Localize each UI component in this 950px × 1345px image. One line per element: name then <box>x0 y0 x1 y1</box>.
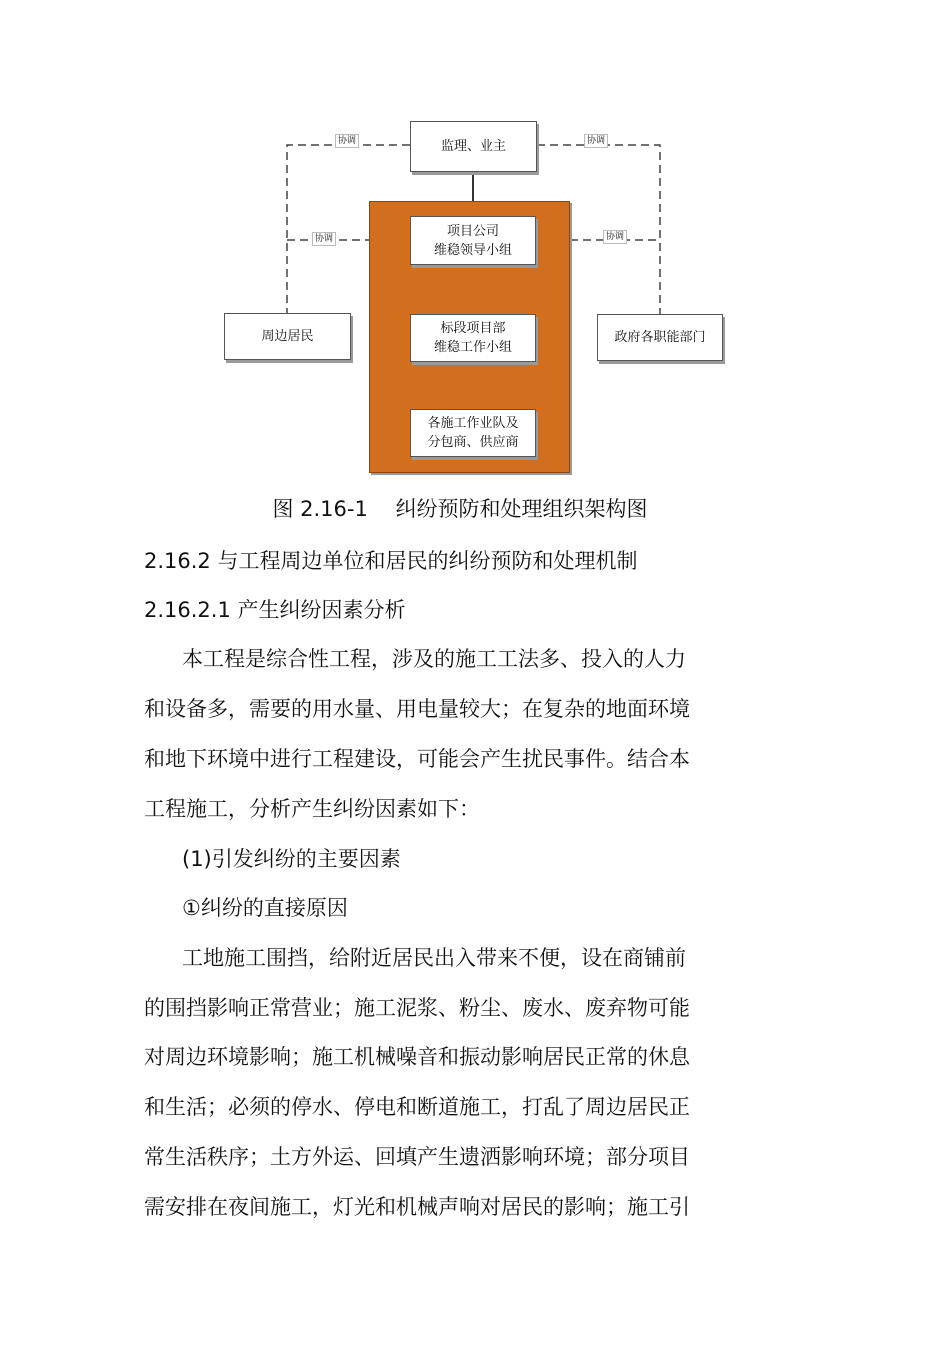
government-departments-box <box>597 314 723 361</box>
coord-tag-top-right: 协调 <box>584 134 608 148</box>
project-company-label: 项目公司 <box>446 223 499 239</box>
project-company-box <box>410 216 536 265</box>
figure-caption: 图 2.16-1 纠纷预防和处理组织架构图 <box>272 497 648 521</box>
paragraph2-line4: 和生活；必须的停水、停电和断道施工，打乱了周边居民正 <box>144 1095 690 1119</box>
paragraph2-line6: 需安排在夜间施工，灯光和机械声响对居民的影响；施工引 <box>144 1195 690 1219</box>
coord-tag-mid-right: 协调 <box>603 230 627 244</box>
government-departments-label: 政府各职能部门 <box>614 330 706 345</box>
list-item-main-factors: (1)引发纠纷的主要因素 <box>182 847 401 871</box>
residents-label: 周边居民 <box>261 329 314 344</box>
construction-teams-box <box>410 409 536 457</box>
paragraph1-line2: 和设备多，需要的用水量、用电量较大；在复杂的地面环境 <box>144 697 690 721</box>
subsection-heading: 2.16.2.1 产生纠纷因素分析 <box>144 598 406 622</box>
list-item-direct-causes: ①纠纷的直接原因 <box>182 896 348 920</box>
section-project-label: 标段项目部 <box>440 321 506 336</box>
section-project-box <box>410 314 536 362</box>
coord-tag-top-left: 协调 <box>335 134 359 148</box>
paragraph2-line3: 对周边环境影响；施工机械噪音和振动影响居民正常的休息 <box>144 1045 690 1069</box>
subcontractors-label: 分包商、供应商 <box>427 435 519 450</box>
paragraph2-line2: 的围挡影响正常营业；施工泥浆、粉尘、废水、废弃物可能 <box>144 996 690 1020</box>
paragraph1-line1: 本工程是综合性工程，涉及的施工工法多、投入的人力 <box>182 647 686 671</box>
work-group-label: 维稳工作小组 <box>433 340 512 355</box>
paragraph1-line4: 工程施工，分析产生纠纷因素如下： <box>144 797 480 821</box>
leadership-group-label: 维稳领导小组 <box>433 242 512 258</box>
residents-box <box>224 313 351 360</box>
supervisor-owner-label: 监理、业主 <box>440 139 506 154</box>
section-heading: 2.16.2 与工程周边单位和居民的纠纷预防和处理机制 <box>144 549 638 573</box>
paragraph2-line1: 工地施工围挡，给附近居民出入带来不便，设在商铺前 <box>182 946 686 970</box>
supervisor-owner-box <box>410 121 537 172</box>
construction-teams-label: 各施工作业队及 <box>427 416 519 431</box>
paragraph1-line3: 和地下环境中进行工程建设，可能会产生扰民事件。结合本 <box>144 747 690 771</box>
paragraph2-line5: 常生活秩序；土方外运、回填产生遗洒影响环境；部分项目 <box>144 1145 690 1169</box>
coord-tag-mid-left: 协调 <box>312 232 336 246</box>
org-chart <box>0 0 950 490</box>
